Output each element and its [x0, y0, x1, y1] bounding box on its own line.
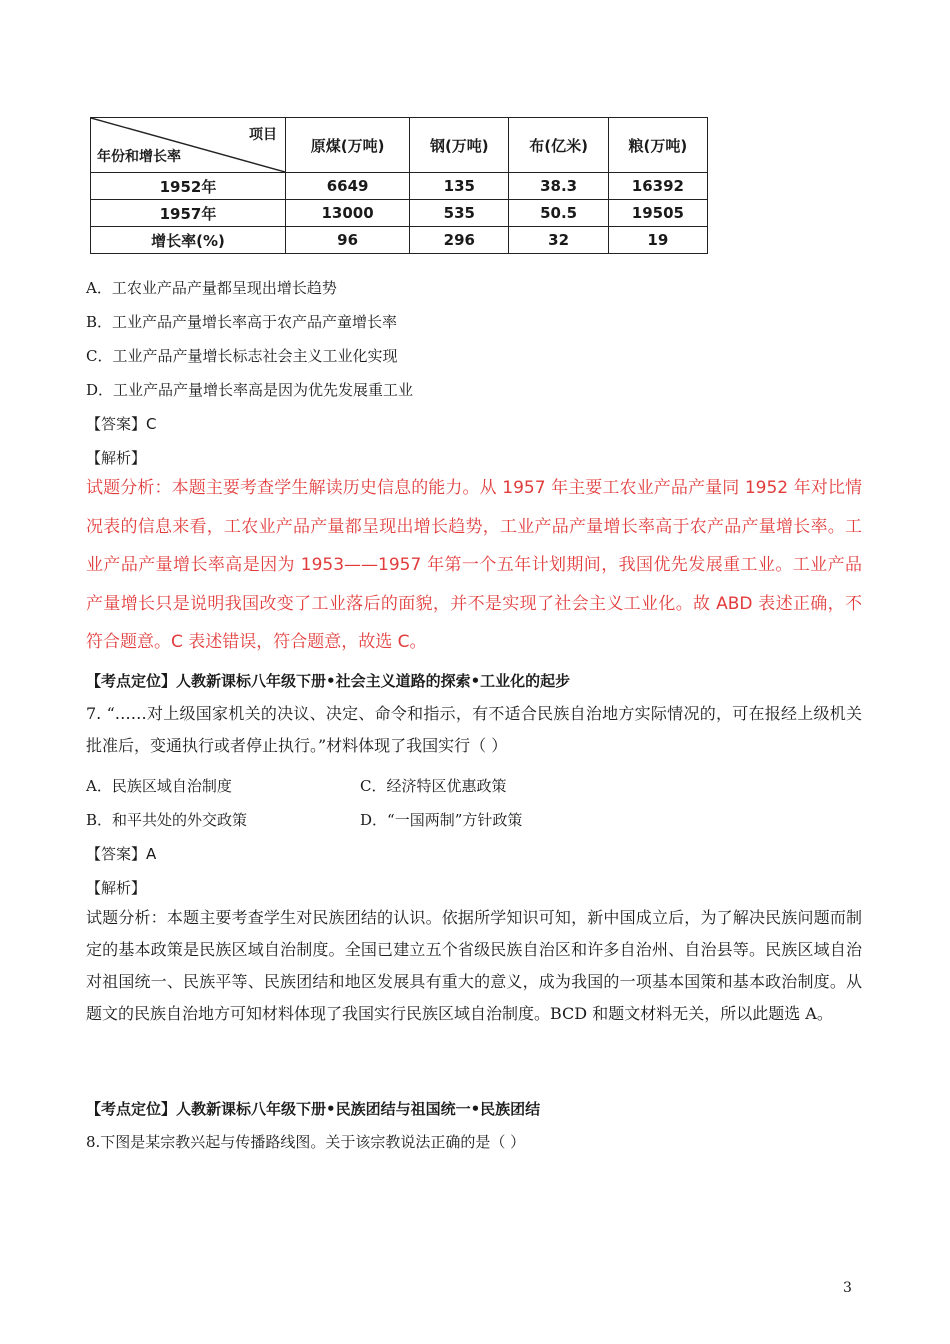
q7-answer: 【答案】A — [86, 845, 157, 863]
table-cell: 6649 — [286, 173, 410, 200]
table-row — [91, 200, 708, 227]
q7-option-c: C．经济特区优惠政策 — [360, 777, 507, 795]
q6-analysis-label: 【解析】 — [86, 449, 147, 467]
table-row — [91, 227, 708, 254]
table-row-label: 增长率(%) — [91, 227, 286, 254]
q6-option-a: A．工农业产品产量都呈现出增长趋势 — [86, 279, 337, 297]
statistics-table — [90, 117, 708, 252]
table-header-cell: 钢(万吨) — [410, 118, 509, 173]
q7-analysis-text: 试题分析：本题主要考查学生对民族团结的认识。依据所学知识可知，新中国成立后，为了解决民族问题而制定的基本政策是民族区域自治制度。全国已建立五个省级民族自治区和许多自治州、自治县等。民族区域自治对祖国统一、民族平等、民族团结和地区发展具有重大的意义，成为我国的一项基本国策和基本政治制度。从题文的民族自治地方可知材料体现了我国实行民族区域自治制度。BCD 和题文材料无关，所以此题选 A。 — [86, 908, 862, 1023]
table-cell: 19 — [608, 227, 707, 254]
q7-option-a: A．民族区域自治制度 — [86, 777, 232, 795]
table-cell: 296 — [410, 227, 509, 254]
q7-stem: 7. “……对上级国家机关的决议、决定、命令和指示，有不适合民族自治地方实际情况的，可在报经上级机关批准后，变通执行或者停止执行。”材料体现了我国实行（ ） — [86, 704, 862, 755]
q6-option-b: B．工业产品产量增长率高于农产品产童增长率 — [86, 313, 398, 331]
table-cell: 96 — [286, 227, 410, 254]
q7-option-b: B．和平共处的外交政策 — [86, 811, 248, 829]
table-cell: 19505 — [608, 200, 707, 227]
q7-option-d: D．“一国两制”方针政策 — [360, 811, 523, 829]
table-cell: 50.5 — [509, 200, 608, 227]
table-header-cell: 粮(万吨) — [608, 118, 707, 173]
q7-kaodian: 【考点定位】人教新课标八年级下册•民族团结与祖国统一•民族团结 — [86, 1100, 541, 1118]
table-cell: 38.3 — [509, 173, 608, 200]
table-cell: 13000 — [286, 200, 410, 227]
q6-option-c: C．工业产品产量增长标志社会主义工业化实现 — [86, 347, 398, 365]
table-header-cell: 布(亿米) — [509, 118, 608, 173]
table-corner-cell — [91, 118, 286, 173]
table-row-label: 1952年 — [91, 173, 286, 200]
table-cell: 16392 — [608, 173, 707, 200]
table-row — [91, 173, 708, 200]
corner-bottom-label: 年份和增长率 — [97, 149, 181, 165]
page-number: 3 — [843, 1280, 852, 1296]
q6-kaodian: 【考点定位】人教新课标八年级下册•社会主义道路的探索•工业化的起步 — [86, 672, 571, 690]
table-cell: 32 — [509, 227, 608, 254]
table-header-cell: 原煤(万吨) — [286, 118, 410, 173]
q7-analysis-label: 【解析】 — [86, 879, 147, 897]
table-row-label: 1957年 — [91, 200, 286, 227]
table-cell: 535 — [410, 200, 509, 227]
production-table — [90, 117, 708, 254]
corner-top-label: 项目 — [249, 127, 277, 143]
table-header-row — [91, 118, 708, 173]
q6-option-d: D．工业产品产量增长率高是因为优先发展重工业 — [86, 381, 414, 399]
q6-analysis-text: 试题分析：本题主要考查学生解读历史信息的能力。从 1957 年主要工农业产品产量同 1952 年对比情况表的信息来看，工农业产品产量都呈现出增长趋势，工业产品产量增长率高于农产品产量增长率。工业产品产量增长率高是因为 1953——1957 年第一个五年计划期间，我国优先发展重工业。工业产品产量增长只是说明我国改变了工业落后的面貌，并不是实现了社会主义工业化。故 ABD 表述正确，不符合题意。C 表述错误，符合题意，故选 C。 — [86, 478, 862, 652]
q8-stem: 8.下图是某宗教兴起与传播路线图。关于该宗教说法正确的是（ ） — [86, 1133, 526, 1151]
q6-answer: 【答案】C — [86, 415, 157, 433]
table-cell: 135 — [410, 173, 509, 200]
